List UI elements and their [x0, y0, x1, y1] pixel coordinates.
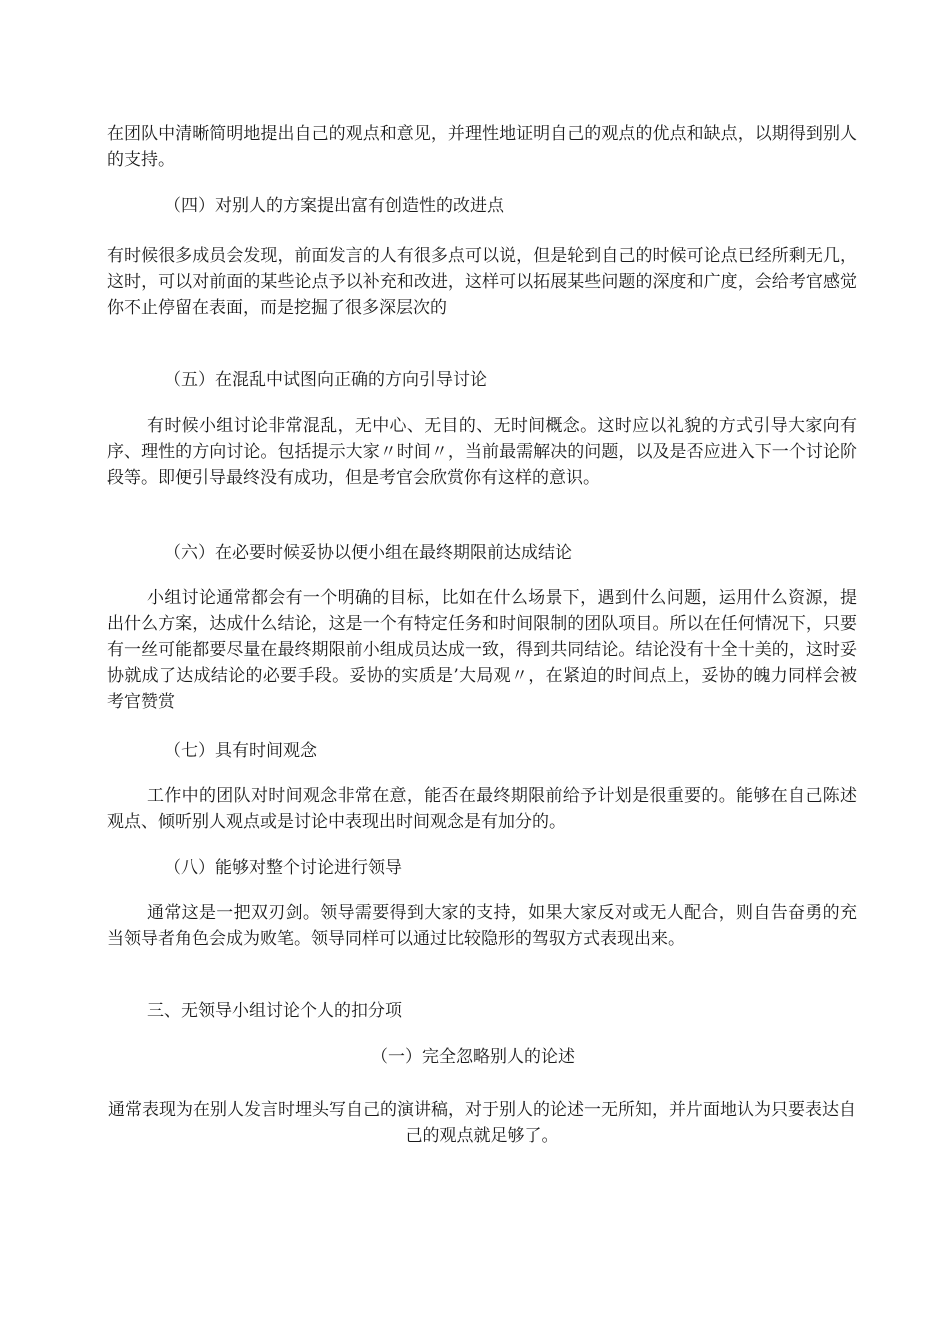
paragraph-guide-discussion: 有时候小组讨论非常混乱，无中心、无目的、无时间概念。这时应以礼貌的方式引导大家向有序、理性的方向讨论。包括提示大家〃时间〃，当前最需解决的问题，以及是否应进入下一个讨论阶段等。即便引导最终没有成功，但是考官会欣赏你有这样的意识。 — [107, 416, 857, 488]
heading-time-awareness: （七）具有时间观念 — [164, 741, 317, 761]
paragraph-improvement-points: 有时候很多成员会发现，前面发言的人有很多点可以说，但是轮到自己的时候可论点已经所剩无几，这时，可以对前面的某些论点予以补充和改进，这样可以拓展某些问题的深度和广度，会给考官感觉你不止停留在表面，而是挖掘了很多深层次的 — [107, 246, 857, 318]
paragraph-support: 在团队中清晰简明地提出自己的观点和意见，并理性地证明自己的观点的优点和缺点，以期得到别人的支持。 — [107, 124, 857, 170]
heading-improvement-points: （四）对别人的方案提出富有创造性的改进点 — [164, 196, 504, 216]
paragraph-leadership: 通常这是一把双刃剑。领导需要得到大家的支持，如果大家反对或无人配合，则自告奋勇的充当领导者角色会成为败笔。领导同样可以通过比较隐形的驾驭方式表现出来。 — [107, 903, 857, 949]
heading-leadership: （八）能够对整个讨论进行领导 — [164, 858, 402, 878]
heading-compromise: （六）在必要时候妥协以便小组在最终期限前达成结论 — [164, 543, 572, 563]
heading-guide-discussion: （五）在混乱中试图向正确的方向引导讨论 — [164, 370, 487, 390]
paragraph-ignore-others: 通常表现为在别人发言时埋头写自己的演讲稿，对于别人的论述一无所知，并片面地认为只要表达自己的观点就足够了。 — [108, 1100, 856, 1146]
paragraph-time-awareness: 工作中的团队对时间观念非常在意，能否在最终期限前给予计划是很重要的。能够在自己陈述观点、倾听别人观点或是讨论中表现出时间观念是有加分的。 — [107, 786, 857, 832]
paragraph-compromise: 小组讨论通常都会有一个明确的目标，比如在什么场景下，遇到什么问题，运用什么资源，提出什么方案，达成什么结论，这是一个有特定任务和时间限制的团队项目。所以在任何情况下，只要有一丝可能都要尽量在最终期限前小组成员达成一致，得到共同结论。结论没有十全十美的，这时妥协就成了达成结论的必要手段。妥协的实质是’大局观〃，在紧迫的时间点上，妥协的魄力同样会被考官赞赏 — [107, 588, 857, 712]
heading-ignore-others: （一）完全忽略别人的论述 — [371, 1047, 575, 1067]
section-heading-deductions: 三、无领导小组讨论个人的扣分项 — [147, 1001, 402, 1021]
